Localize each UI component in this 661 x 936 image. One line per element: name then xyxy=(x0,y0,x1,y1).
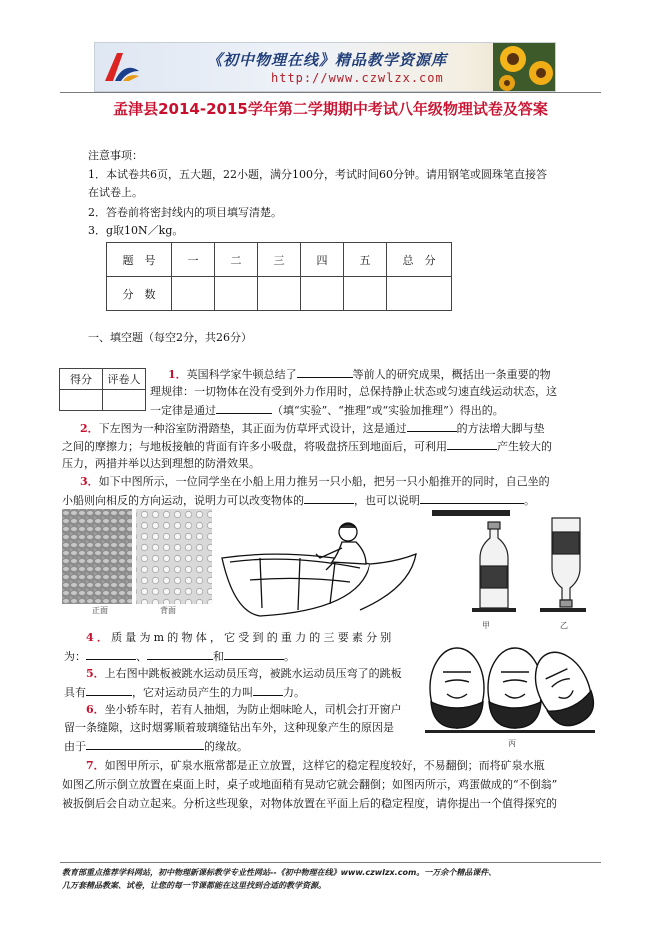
sunflower-icon xyxy=(493,43,555,91)
question-7-number: 7． xyxy=(86,759,105,772)
grader-name-label: 评卷人 xyxy=(103,369,146,390)
question-6-text: 的缘故。 xyxy=(204,740,248,753)
page-title: 孟津县2014-2015学年第二学期期中考试八年级物理试卷及答案 xyxy=(113,100,548,118)
answer-blank[interactable] xyxy=(224,647,284,660)
bottle-a-caption: 甲 xyxy=(482,621,490,630)
answer-blank[interactable] xyxy=(297,365,353,378)
answer-blank[interactable] xyxy=(216,401,272,414)
answer-blank[interactable] xyxy=(86,683,132,696)
question-4-text: 。 xyxy=(284,650,295,663)
question-5-text: 力。 xyxy=(283,686,305,699)
question-2-text: 下左图为一种浴室防滑踏垫，其正面为仿草坪式设计，这是通过 xyxy=(98,422,407,435)
answer-blank[interactable] xyxy=(420,491,524,504)
question-3-number: 3． xyxy=(80,475,99,488)
grader-name-cell xyxy=(103,390,146,411)
question-1-line-3 xyxy=(150,401,504,419)
question-1-line-1 xyxy=(168,365,551,383)
answer-blank[interactable] xyxy=(407,419,457,432)
answer-blank[interactable] xyxy=(304,491,354,504)
mat-back-image xyxy=(136,509,212,604)
score-header-cell: 总 分 xyxy=(387,243,452,277)
question-4-text: 为： xyxy=(64,650,86,663)
question-3-line-2 xyxy=(62,491,535,509)
answer-blank[interactable] xyxy=(86,737,204,750)
score-row-label: 分 数 xyxy=(107,277,172,311)
egg-tumblers-figure xyxy=(425,632,595,738)
note-item-3: 3．g取10N／kg。 xyxy=(88,224,184,237)
question-2-text: 的方法增大脚与垫 xyxy=(456,422,545,435)
notes-heading: 注意事项： xyxy=(88,149,143,162)
question-1-text: 等前人的研究成果，概括出一条重要的物 xyxy=(352,368,551,381)
score-table-header-row xyxy=(107,243,452,277)
section1-heading: 一、填空题（每空2分，共26分） xyxy=(88,331,252,344)
note-item-2: 2．答卷前将密封线内的项目填写清楚。 xyxy=(88,206,282,219)
eggs-caption: 丙 xyxy=(508,739,516,748)
question-4-text: 、 xyxy=(136,650,147,663)
score-cell xyxy=(387,277,452,311)
mat-front-caption: 正面 xyxy=(92,606,108,615)
question-7-line-3: 被扳倒后会自动立起来。分析这些现象，对物体放置在平面上后的稳定程度，请你提出一个值得探究的 xyxy=(62,797,557,810)
question-5-text: 具有 xyxy=(64,686,86,699)
question-7-line-1 xyxy=(86,757,545,774)
note-item-1: 1．本试卷共6页，五大题，22小题，满分100分，考试时间60分钟。请用钢笔或圆珠笔直接答 xyxy=(88,168,547,181)
score-header-cell: 一 xyxy=(172,243,215,277)
question-5-number: 5． xyxy=(86,667,105,680)
question-5-text: ，它对运动员产生的力叫 xyxy=(132,686,253,699)
question-3-text: ，也可以说明 xyxy=(354,494,420,507)
question-4-number: 4． xyxy=(86,631,112,644)
question-1-text: （填“实验”、“推理”或“实验加推理”）得出的。 xyxy=(272,404,504,417)
answer-blank[interactable] xyxy=(86,647,136,660)
score-cell xyxy=(172,277,215,311)
question-2-line-3: 压力，两措并举以达到理想的防滑效果。 xyxy=(62,457,260,470)
answer-blank[interactable] xyxy=(447,437,497,450)
question-6-text: 坐小轿车时，若有人抽烟，为防止烟味呛人，司机会打开窗户 xyxy=(104,703,402,716)
bottle-b-caption: 乙 xyxy=(560,621,568,630)
question-3-text: 小船则向相反的方向运动，说明力可以改变物体的 xyxy=(62,494,304,507)
score-header-cell: 题 号 xyxy=(107,243,172,277)
question-1-text: 一定律是通过 xyxy=(150,404,216,417)
question-6-line-2: 留一条缝隙，这时烟雾顺着玻璃缝钻出车外，这种现象产生的原因是 xyxy=(64,721,394,734)
question-7-text: 如图甲所示，矿泉水瓶常都是正立放置，这样它的稳定程度较好，不易翻倒；而将矿泉水瓶 xyxy=(104,759,545,772)
score-cell xyxy=(344,277,387,311)
question-5-text: 上右图中跳板被跳水运动员压弯，被跳水运动员压弯了的跳板 xyxy=(104,667,402,680)
grader-table xyxy=(59,368,146,411)
answer-blank[interactable] xyxy=(253,683,283,696)
question-4-line-1 xyxy=(86,629,395,646)
note-item-1-cont: 在试卷上。 xyxy=(88,186,143,199)
question-3-text: 如下中图所示，一位同学坐在小船上用力推另一只小船，把另一只小船推开的同时，自己坐的 xyxy=(98,475,550,488)
footer-line-2: 几万套精品教案、试卷，让您的每一节课都能在这里找到合适的教学资源。 xyxy=(62,881,326,890)
site-logo-icon xyxy=(101,49,141,85)
banner-url[interactable]: http://www.czwlzx.com xyxy=(271,71,444,85)
question-6-line-1 xyxy=(86,701,402,718)
question-2-number: 2． xyxy=(80,422,99,435)
mat-front-image xyxy=(62,509,132,604)
mat-back-caption: 背面 xyxy=(160,606,176,615)
question-3-line-1 xyxy=(80,473,550,490)
question-1-text: 英国科学家牛顿总结了 xyxy=(186,368,297,381)
score-cell xyxy=(258,277,301,311)
grader-score-cell xyxy=(60,390,103,411)
bottles-figure xyxy=(432,510,590,620)
score-header-cell: 五 xyxy=(344,243,387,277)
question-2-line-1 xyxy=(80,419,545,437)
grader-score-label: 得分 xyxy=(60,369,103,390)
score-cell xyxy=(215,277,258,311)
question-2-text: 产生较大的 xyxy=(497,440,552,453)
answer-blank[interactable] xyxy=(147,647,213,660)
score-cell xyxy=(301,277,344,311)
header-rule xyxy=(60,92,601,93)
question-4-text: 和 xyxy=(213,650,224,663)
banner-title: 《初中物理在线》精品教学资源库 xyxy=(207,51,448,69)
score-header-cell: 三 xyxy=(258,243,301,277)
bath-mat-figure xyxy=(62,509,212,617)
question-5-line-1 xyxy=(86,665,402,682)
question-4-line-2 xyxy=(64,647,295,665)
question-2-line-2 xyxy=(62,437,552,455)
score-table xyxy=(106,242,452,311)
score-header-cell: 四 xyxy=(301,243,344,277)
footer-line-1: 教育部重点推荐学科网站，初中物理新课标教学专业性网站--《初中物理在线》www.czwlzx.com。一万余个精品课件、 xyxy=(62,868,497,877)
boats-figure xyxy=(220,518,418,620)
footer-rule xyxy=(60,862,601,863)
question-6-line-3 xyxy=(64,737,248,755)
score-header-cell: 二 xyxy=(215,243,258,277)
question-1-number: 1． xyxy=(168,368,187,381)
question-1-line-2: 理规律：一切物体在没有受到外力作用时，总保持静止状态或匀速直线运动状态，这 xyxy=(150,385,557,398)
site-banner xyxy=(94,42,556,92)
question-6-text: 由于 xyxy=(64,740,86,753)
question-6-number: 6． xyxy=(86,703,105,716)
question-5-line-2 xyxy=(64,683,305,701)
question-3-text: 。 xyxy=(524,494,535,507)
question-7-line-2: 如图乙所示倒立放置在桌面上时，桌子或地面稍有晃动它就会翻倒；如图丙所示，鸡蛋做成的“不倒翁” xyxy=(62,778,558,791)
question-4-text: 质量为m的物体，它受到的重力的三要素分别 xyxy=(111,631,395,644)
question-2-text: 之间的摩擦力；与地板接触的背面有许多小吸盘，将吸盘挤压到地面后，可利用 xyxy=(62,440,447,453)
score-table-value-row xyxy=(107,277,452,311)
